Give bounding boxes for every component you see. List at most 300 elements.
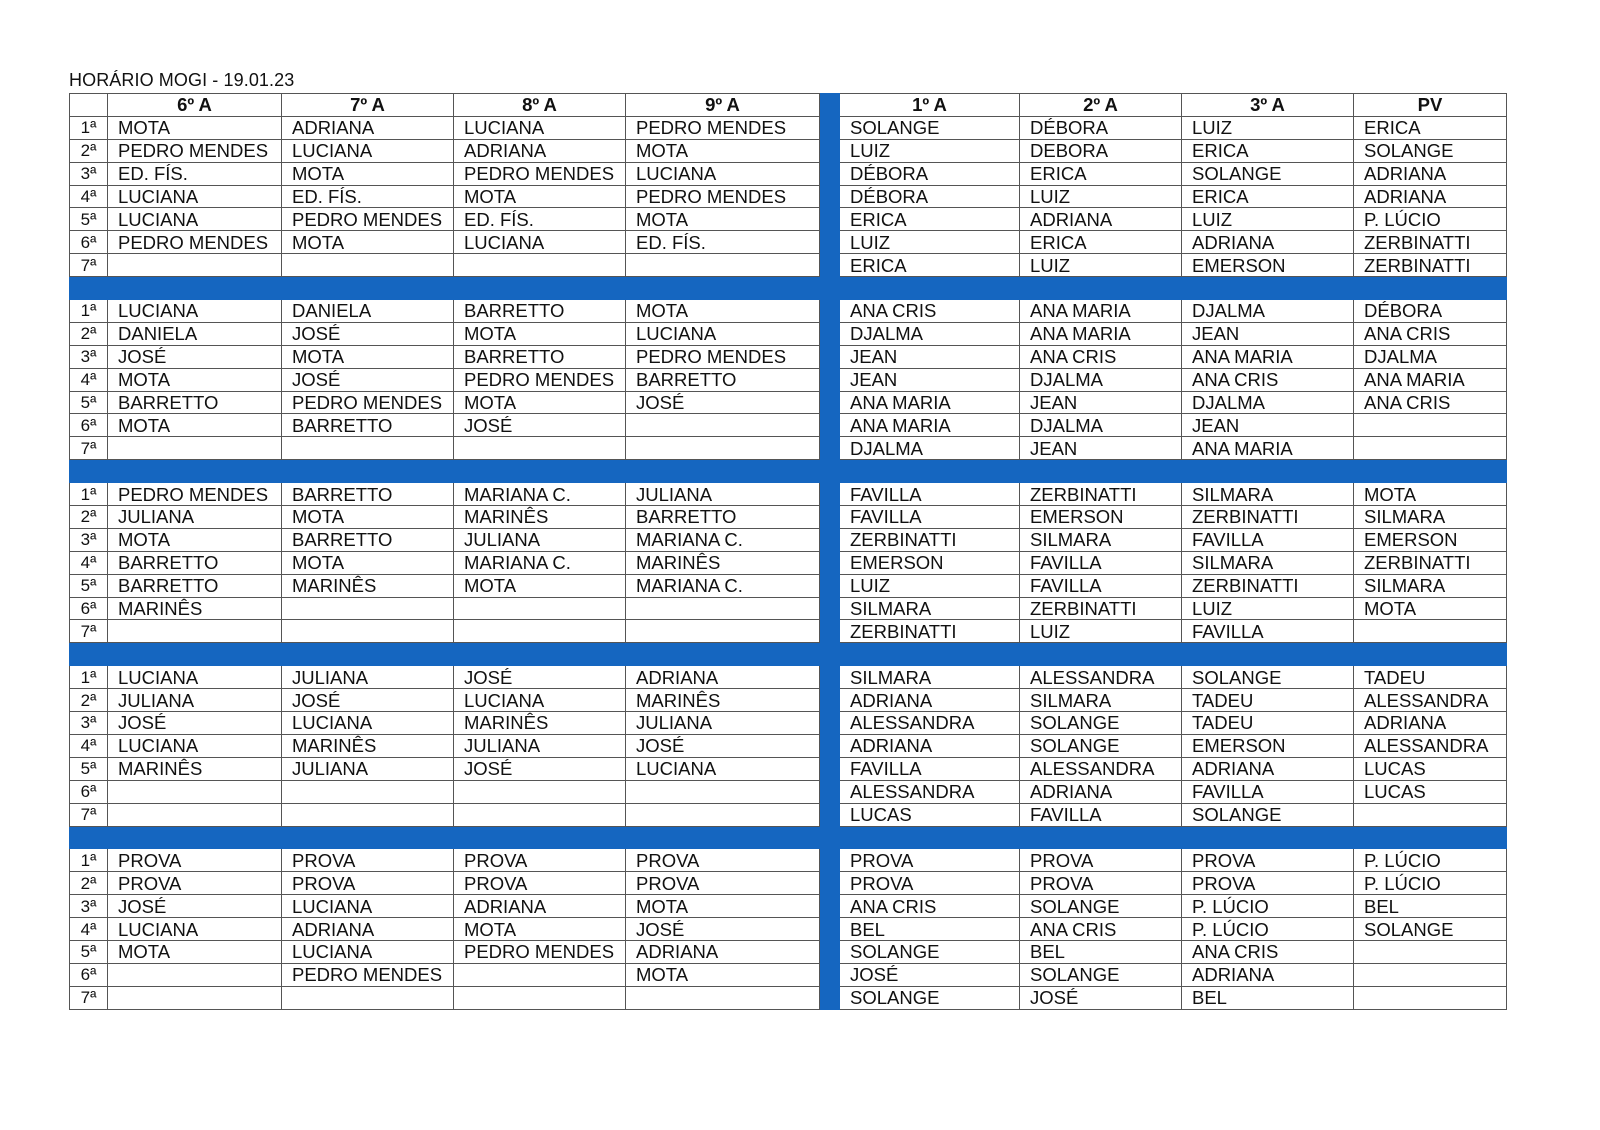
teacher-cell: LUIZ bbox=[1182, 597, 1354, 620]
schedule-row bbox=[70, 506, 1507, 529]
teacher-cell: SOLANGE bbox=[1182, 666, 1354, 689]
teacher-cell: SILMARA bbox=[1354, 574, 1507, 597]
period-number: 4ª bbox=[70, 918, 108, 941]
teacher-cell: BARRETTO bbox=[282, 414, 454, 437]
teacher-cell: LUCIANA bbox=[108, 208, 282, 231]
teacher-cell bbox=[108, 620, 282, 643]
teacher-cell: PROVA bbox=[840, 849, 1020, 872]
teacher-cell: JOSÉ bbox=[840, 963, 1020, 986]
teacher-cell: BARRETTO bbox=[282, 483, 454, 506]
teacher-cell: FAVILLA bbox=[1020, 803, 1182, 826]
teacher-cell: MOTA bbox=[282, 551, 454, 574]
teacher-cell: PEDRO MENDES bbox=[282, 208, 454, 231]
schedule-row bbox=[70, 551, 1507, 574]
teacher-cell: LUCIANA bbox=[454, 231, 626, 254]
teacher-cell: ANA CRIS bbox=[1354, 322, 1507, 345]
teacher-cell: SILMARA bbox=[840, 597, 1020, 620]
period-number: 6ª bbox=[70, 780, 108, 803]
teacher-cell: PEDRO MENDES bbox=[282, 391, 454, 414]
teacher-cell bbox=[626, 414, 820, 437]
teacher-cell: MOTA bbox=[626, 208, 820, 231]
column-divider bbox=[820, 94, 840, 117]
teacher-cell: ERICA bbox=[840, 208, 1020, 231]
teacher-cell: MARINÊS bbox=[626, 551, 820, 574]
schedule-row bbox=[70, 185, 1507, 208]
schedule-row bbox=[70, 574, 1507, 597]
schedule-row bbox=[70, 437, 1507, 460]
teacher-cell: EMERSON bbox=[1182, 734, 1354, 757]
column-divider bbox=[820, 139, 840, 162]
column-divider bbox=[820, 368, 840, 391]
schedule-row bbox=[70, 849, 1507, 872]
teacher-cell: TADEU bbox=[1182, 712, 1354, 735]
period-number: 6ª bbox=[70, 231, 108, 254]
teacher-cell bbox=[1354, 940, 1507, 963]
teacher-cell: LUIZ bbox=[1020, 185, 1182, 208]
teacher-cell: DÉBORA bbox=[1020, 116, 1182, 139]
header-6a: 6º A bbox=[108, 94, 282, 117]
teacher-cell: ADRIANA bbox=[1354, 185, 1507, 208]
teacher-cell: BARRETTO bbox=[454, 345, 626, 368]
teacher-cell bbox=[282, 620, 454, 643]
teacher-cell: ZERBINATTI bbox=[1182, 506, 1354, 529]
teacher-cell: FAVILLA bbox=[1020, 551, 1182, 574]
period-number: 1ª bbox=[70, 300, 108, 323]
schedule-row bbox=[70, 162, 1507, 185]
teacher-cell: ALESSANDRA bbox=[840, 712, 1020, 735]
teacher-cell: DJALMA bbox=[840, 322, 1020, 345]
column-divider bbox=[820, 986, 840, 1009]
teacher-cell: JOSÉ bbox=[454, 414, 626, 437]
day-separator-row bbox=[70, 277, 1507, 300]
teacher-cell: MOTA bbox=[626, 300, 820, 323]
teacher-cell: BARRETTO bbox=[108, 391, 282, 414]
period-number: 1ª bbox=[70, 666, 108, 689]
teacher-cell: ZERBINATTI bbox=[1020, 597, 1182, 620]
column-divider bbox=[820, 254, 840, 277]
teacher-cell: ANA CRIS bbox=[1182, 368, 1354, 391]
period-number: 4ª bbox=[70, 734, 108, 757]
teacher-cell: JOSÉ bbox=[454, 666, 626, 689]
teacher-cell: DJALMA bbox=[840, 437, 1020, 460]
teacher-cell bbox=[108, 437, 282, 460]
teacher-cell bbox=[108, 803, 282, 826]
teacher-cell bbox=[454, 986, 626, 1009]
teacher-cell: ERICA bbox=[840, 254, 1020, 277]
teacher-cell: ANA MARIA bbox=[840, 391, 1020, 414]
teacher-cell: MARINÊS bbox=[454, 506, 626, 529]
schedule-row bbox=[70, 483, 1507, 506]
day-separator-row bbox=[70, 643, 1507, 666]
teacher-cell: PROVA bbox=[282, 849, 454, 872]
schedule-row bbox=[70, 986, 1507, 1009]
teacher-cell bbox=[1354, 803, 1507, 826]
teacher-cell: BARRETTO bbox=[626, 506, 820, 529]
teacher-cell: MOTA bbox=[282, 231, 454, 254]
period-number: 6ª bbox=[70, 963, 108, 986]
teacher-cell: JEAN bbox=[1182, 322, 1354, 345]
teacher-cell: ERICA bbox=[1182, 139, 1354, 162]
period-number: 2ª bbox=[70, 872, 108, 895]
teacher-cell bbox=[282, 254, 454, 277]
period-number: 7ª bbox=[70, 803, 108, 826]
teacher-cell: JOSÉ bbox=[282, 368, 454, 391]
teacher-cell: SOLANGE bbox=[1182, 803, 1354, 826]
teacher-cell: MOTA bbox=[454, 322, 626, 345]
column-divider bbox=[820, 391, 840, 414]
teacher-cell: SOLANGE bbox=[1182, 162, 1354, 185]
teacher-cell: BEL bbox=[1182, 986, 1354, 1009]
teacher-cell: ADRIANA bbox=[1020, 208, 1182, 231]
period-number: 3ª bbox=[70, 712, 108, 735]
teacher-cell: JOSÉ bbox=[626, 391, 820, 414]
teacher-cell: BEL bbox=[1354, 895, 1507, 918]
schedule-row bbox=[70, 666, 1507, 689]
column-divider bbox=[820, 895, 840, 918]
teacher-cell: ERICA bbox=[1020, 162, 1182, 185]
teacher-cell: SILMARA bbox=[840, 666, 1020, 689]
teacher-cell bbox=[454, 597, 626, 620]
teacher-cell: ED. FÍS. bbox=[108, 162, 282, 185]
corner-cell bbox=[70, 94, 108, 117]
teacher-cell: JULIANA bbox=[626, 712, 820, 735]
teacher-cell bbox=[626, 803, 820, 826]
teacher-cell: LUIZ bbox=[1020, 620, 1182, 643]
header-1a: 1º A bbox=[840, 94, 1020, 117]
teacher-cell: ZERBINATTI bbox=[1354, 551, 1507, 574]
teacher-cell: JEAN bbox=[1020, 437, 1182, 460]
teacher-cell: ALESSANDRA bbox=[840, 780, 1020, 803]
teacher-cell: JULIANA bbox=[282, 757, 454, 780]
period-number: 4ª bbox=[70, 185, 108, 208]
teacher-cell: MOTA bbox=[108, 368, 282, 391]
schedule-row bbox=[70, 895, 1507, 918]
teacher-cell: JULIANA bbox=[108, 506, 282, 529]
header-pv: PV bbox=[1354, 94, 1507, 117]
teacher-cell: LUIZ bbox=[1020, 254, 1182, 277]
period-number: 5ª bbox=[70, 208, 108, 231]
teacher-cell: PROVA bbox=[626, 872, 820, 895]
teacher-cell: JEAN bbox=[840, 368, 1020, 391]
period-number: 3ª bbox=[70, 528, 108, 551]
teacher-cell: PROVA bbox=[282, 872, 454, 895]
schedule-row bbox=[70, 368, 1507, 391]
teacher-cell: MOTA bbox=[108, 940, 282, 963]
column-divider bbox=[820, 551, 840, 574]
teacher-cell: PEDRO MENDES bbox=[454, 162, 626, 185]
column-divider bbox=[820, 620, 840, 643]
period-number: 6ª bbox=[70, 414, 108, 437]
teacher-cell: DJALMA bbox=[1020, 414, 1182, 437]
teacher-cell: BARRETTO bbox=[282, 528, 454, 551]
teacher-cell: ADRIANA bbox=[1354, 712, 1507, 735]
column-divider bbox=[820, 483, 840, 506]
teacher-cell: JOSÉ bbox=[108, 712, 282, 735]
teacher-cell: PEDRO MENDES bbox=[282, 963, 454, 986]
teacher-cell: SILMARA bbox=[1020, 689, 1182, 712]
page-title: HORÁRIO MOGI - 19.01.23 bbox=[69, 70, 295, 90]
teacher-cell: LUCIANA bbox=[454, 116, 626, 139]
teacher-cell: PROVA bbox=[1182, 872, 1354, 895]
teacher-cell: PROVA bbox=[454, 872, 626, 895]
column-divider bbox=[820, 712, 840, 735]
column-divider bbox=[820, 300, 840, 323]
teacher-cell: DEBORA bbox=[1020, 139, 1182, 162]
teacher-cell: MOTA bbox=[108, 528, 282, 551]
teacher-cell: ADRIANA bbox=[626, 666, 820, 689]
teacher-cell: LUCIANA bbox=[626, 757, 820, 780]
teacher-cell: ALESSANDRA bbox=[1020, 666, 1182, 689]
period-number: 2ª bbox=[70, 689, 108, 712]
period-number: 5ª bbox=[70, 757, 108, 780]
teacher-cell: P. LÚCIO bbox=[1182, 918, 1354, 941]
teacher-cell: LUCIANA bbox=[282, 712, 454, 735]
teacher-cell: LUCAS bbox=[1354, 757, 1507, 780]
teacher-cell: JOSÉ bbox=[1020, 986, 1182, 1009]
column-divider bbox=[820, 597, 840, 620]
teacher-cell: JULIANA bbox=[282, 666, 454, 689]
teacher-cell: ANA MARIA bbox=[1020, 300, 1182, 323]
teacher-cell: MOTA bbox=[454, 391, 626, 414]
teacher-cell: LUCAS bbox=[1354, 780, 1507, 803]
teacher-cell: ADRIANA bbox=[840, 689, 1020, 712]
schedule-row bbox=[70, 208, 1507, 231]
teacher-cell bbox=[1354, 986, 1507, 1009]
teacher-cell: ADRIANA bbox=[1182, 757, 1354, 780]
teacher-cell: P. LÚCIO bbox=[1354, 208, 1507, 231]
teacher-cell: PROVA bbox=[108, 872, 282, 895]
day-separator bbox=[70, 277, 1507, 300]
teacher-cell: PROVA bbox=[1020, 872, 1182, 895]
teacher-cell: ADRIANA bbox=[626, 940, 820, 963]
teacher-cell bbox=[1354, 414, 1507, 437]
teacher-cell: LUCIANA bbox=[108, 300, 282, 323]
teacher-cell bbox=[626, 986, 820, 1009]
column-divider bbox=[820, 528, 840, 551]
period-number: 5ª bbox=[70, 940, 108, 963]
column-divider bbox=[820, 506, 840, 529]
teacher-cell: ADRIANA bbox=[454, 139, 626, 162]
teacher-cell: ZERBINATTI bbox=[840, 620, 1020, 643]
teacher-cell: ANA CRIS bbox=[1354, 391, 1507, 414]
teacher-cell: P. LÚCIO bbox=[1354, 849, 1507, 872]
schedule-row bbox=[70, 963, 1507, 986]
teacher-cell: ANA CRIS bbox=[1020, 918, 1182, 941]
teacher-cell bbox=[454, 254, 626, 277]
teacher-cell: ADRIANA bbox=[1020, 780, 1182, 803]
teacher-cell: MOTA bbox=[108, 116, 282, 139]
teacher-cell: DJALMA bbox=[1182, 300, 1354, 323]
teacher-cell: LUIZ bbox=[840, 231, 1020, 254]
column-divider bbox=[820, 162, 840, 185]
period-number: 5ª bbox=[70, 391, 108, 414]
period-number: 7ª bbox=[70, 254, 108, 277]
teacher-cell: PROVA bbox=[1182, 849, 1354, 872]
teacher-cell: PROVA bbox=[108, 849, 282, 872]
teacher-cell: PROVA bbox=[454, 849, 626, 872]
column-divider bbox=[820, 849, 840, 872]
teacher-cell bbox=[454, 803, 626, 826]
teacher-cell bbox=[626, 780, 820, 803]
teacher-cell: BARRETTO bbox=[626, 368, 820, 391]
teacher-cell: FAVILLA bbox=[1182, 620, 1354, 643]
column-divider bbox=[820, 185, 840, 208]
period-number: 3ª bbox=[70, 162, 108, 185]
teacher-cell: BEL bbox=[840, 918, 1020, 941]
column-divider bbox=[820, 322, 840, 345]
teacher-cell: DÉBORA bbox=[840, 162, 1020, 185]
teacher-cell: JULIANA bbox=[108, 689, 282, 712]
teacher-cell: ERICA bbox=[1182, 185, 1354, 208]
teacher-cell: JOSÉ bbox=[626, 918, 820, 941]
teacher-cell: SOLANGE bbox=[1020, 734, 1182, 757]
teacher-cell: JOSÉ bbox=[454, 757, 626, 780]
teacher-cell: SILMARA bbox=[1182, 483, 1354, 506]
teacher-cell: BARRETTO bbox=[108, 551, 282, 574]
column-divider bbox=[820, 689, 840, 712]
column-divider bbox=[820, 918, 840, 941]
teacher-cell bbox=[1354, 620, 1507, 643]
teacher-cell: FAVILLA bbox=[1020, 574, 1182, 597]
teacher-cell: MOTA bbox=[282, 506, 454, 529]
teacher-cell: FAVILLA bbox=[1182, 528, 1354, 551]
teacher-cell bbox=[108, 780, 282, 803]
period-number: 4ª bbox=[70, 551, 108, 574]
teacher-cell: SOLANGE bbox=[840, 940, 1020, 963]
teacher-cell: LUCIANA bbox=[108, 918, 282, 941]
teacher-cell bbox=[626, 437, 820, 460]
teacher-cell: ANA MARIA bbox=[840, 414, 1020, 437]
teacher-cell: MOTA bbox=[626, 895, 820, 918]
teacher-cell: PROVA bbox=[626, 849, 820, 872]
teacher-cell: ADRIANA bbox=[1354, 162, 1507, 185]
teacher-cell: JULIANA bbox=[454, 734, 626, 757]
teacher-cell: ANA CRIS bbox=[840, 300, 1020, 323]
column-divider bbox=[820, 574, 840, 597]
schedule-row bbox=[70, 391, 1507, 414]
header-7a: 7º A bbox=[282, 94, 454, 117]
teacher-cell: JEAN bbox=[840, 345, 1020, 368]
teacher-cell: FAVILLA bbox=[840, 506, 1020, 529]
teacher-cell: PEDRO MENDES bbox=[454, 368, 626, 391]
teacher-cell: ADRIANA bbox=[282, 116, 454, 139]
teacher-cell: P. LÚCIO bbox=[1182, 895, 1354, 918]
schedule-row bbox=[70, 116, 1507, 139]
header-8a: 8º A bbox=[454, 94, 626, 117]
schedule-row bbox=[70, 620, 1507, 643]
teacher-cell: ZERBINATTI bbox=[1354, 254, 1507, 277]
period-number: 5ª bbox=[70, 574, 108, 597]
column-divider bbox=[820, 437, 840, 460]
teacher-cell: LUCIANA bbox=[626, 322, 820, 345]
schedule-row bbox=[70, 300, 1507, 323]
teacher-cell: PROVA bbox=[840, 872, 1020, 895]
teacher-cell: ZERBINATTI bbox=[1020, 483, 1182, 506]
teacher-cell: JULIANA bbox=[626, 483, 820, 506]
teacher-cell: ANA MARIA bbox=[1182, 345, 1354, 368]
teacher-cell: JOSÉ bbox=[108, 345, 282, 368]
teacher-cell: ADRIANA bbox=[454, 895, 626, 918]
teacher-cell: LUIZ bbox=[840, 574, 1020, 597]
teacher-cell: FAVILLA bbox=[840, 483, 1020, 506]
schedule-row bbox=[70, 689, 1507, 712]
teacher-cell: FAVILLA bbox=[840, 757, 1020, 780]
teacher-cell: ADRIANA bbox=[840, 734, 1020, 757]
period-number: 7ª bbox=[70, 437, 108, 460]
teacher-cell: MARINÊS bbox=[282, 734, 454, 757]
period-number: 1ª bbox=[70, 116, 108, 139]
teacher-cell: FAVILLA bbox=[1182, 780, 1354, 803]
teacher-cell: DANIELA bbox=[108, 322, 282, 345]
teacher-cell: SOLANGE bbox=[1020, 712, 1182, 735]
teacher-cell: SILMARA bbox=[1354, 506, 1507, 529]
teacher-cell: SOLANGE bbox=[840, 986, 1020, 1009]
column-divider bbox=[820, 780, 840, 803]
teacher-cell: ANA CRIS bbox=[1020, 345, 1182, 368]
teacher-cell: SILMARA bbox=[1020, 528, 1182, 551]
teacher-cell: MOTA bbox=[626, 963, 820, 986]
schedule-table bbox=[69, 93, 1507, 1010]
schedule-row bbox=[70, 918, 1507, 941]
teacher-cell: ALESSANDRA bbox=[1354, 734, 1507, 757]
schedule-row bbox=[70, 597, 1507, 620]
teacher-cell: ANA MARIA bbox=[1354, 368, 1507, 391]
teacher-cell: SILMARA bbox=[1182, 551, 1354, 574]
column-divider bbox=[820, 757, 840, 780]
teacher-cell: LUCIANA bbox=[454, 689, 626, 712]
day-separator bbox=[70, 643, 1507, 666]
column-divider bbox=[820, 940, 840, 963]
teacher-cell: LUCIANA bbox=[282, 895, 454, 918]
teacher-cell bbox=[282, 780, 454, 803]
teacher-cell: MARIANA C. bbox=[626, 574, 820, 597]
teacher-cell: PEDRO MENDES bbox=[108, 139, 282, 162]
teacher-cell: DANIELA bbox=[282, 300, 454, 323]
teacher-cell bbox=[454, 963, 626, 986]
teacher-cell: MOTA bbox=[626, 139, 820, 162]
period-number: 7ª bbox=[70, 986, 108, 1009]
column-divider bbox=[820, 231, 840, 254]
teacher-cell: ERICA bbox=[1354, 116, 1507, 139]
teacher-cell: JOSÉ bbox=[626, 734, 820, 757]
period-number: 2ª bbox=[70, 506, 108, 529]
teacher-cell: MOTA bbox=[108, 414, 282, 437]
teacher-cell: JOSÉ bbox=[282, 322, 454, 345]
teacher-cell: ERICA bbox=[1020, 231, 1182, 254]
teacher-cell bbox=[626, 597, 820, 620]
teacher-cell bbox=[1354, 963, 1507, 986]
header-row bbox=[70, 94, 1507, 117]
period-number: 7ª bbox=[70, 620, 108, 643]
schedule-row bbox=[70, 940, 1507, 963]
header-3a: 3º A bbox=[1182, 94, 1354, 117]
header-9a: 9º A bbox=[626, 94, 820, 117]
teacher-cell bbox=[282, 437, 454, 460]
teacher-cell: LUCIANA bbox=[108, 185, 282, 208]
teacher-cell: EMERSON bbox=[1020, 506, 1182, 529]
teacher-cell bbox=[108, 986, 282, 1009]
period-number: 3ª bbox=[70, 345, 108, 368]
teacher-cell bbox=[626, 254, 820, 277]
teacher-cell: DJALMA bbox=[1354, 345, 1507, 368]
period-number: 2ª bbox=[70, 139, 108, 162]
teacher-cell: ANA MARIA bbox=[1020, 322, 1182, 345]
column-divider bbox=[820, 734, 840, 757]
teacher-cell: MOTA bbox=[454, 918, 626, 941]
teacher-cell: SOLANGE bbox=[1020, 963, 1182, 986]
teacher-cell: EMERSON bbox=[840, 551, 1020, 574]
teacher-cell: ED. FÍS. bbox=[282, 185, 454, 208]
